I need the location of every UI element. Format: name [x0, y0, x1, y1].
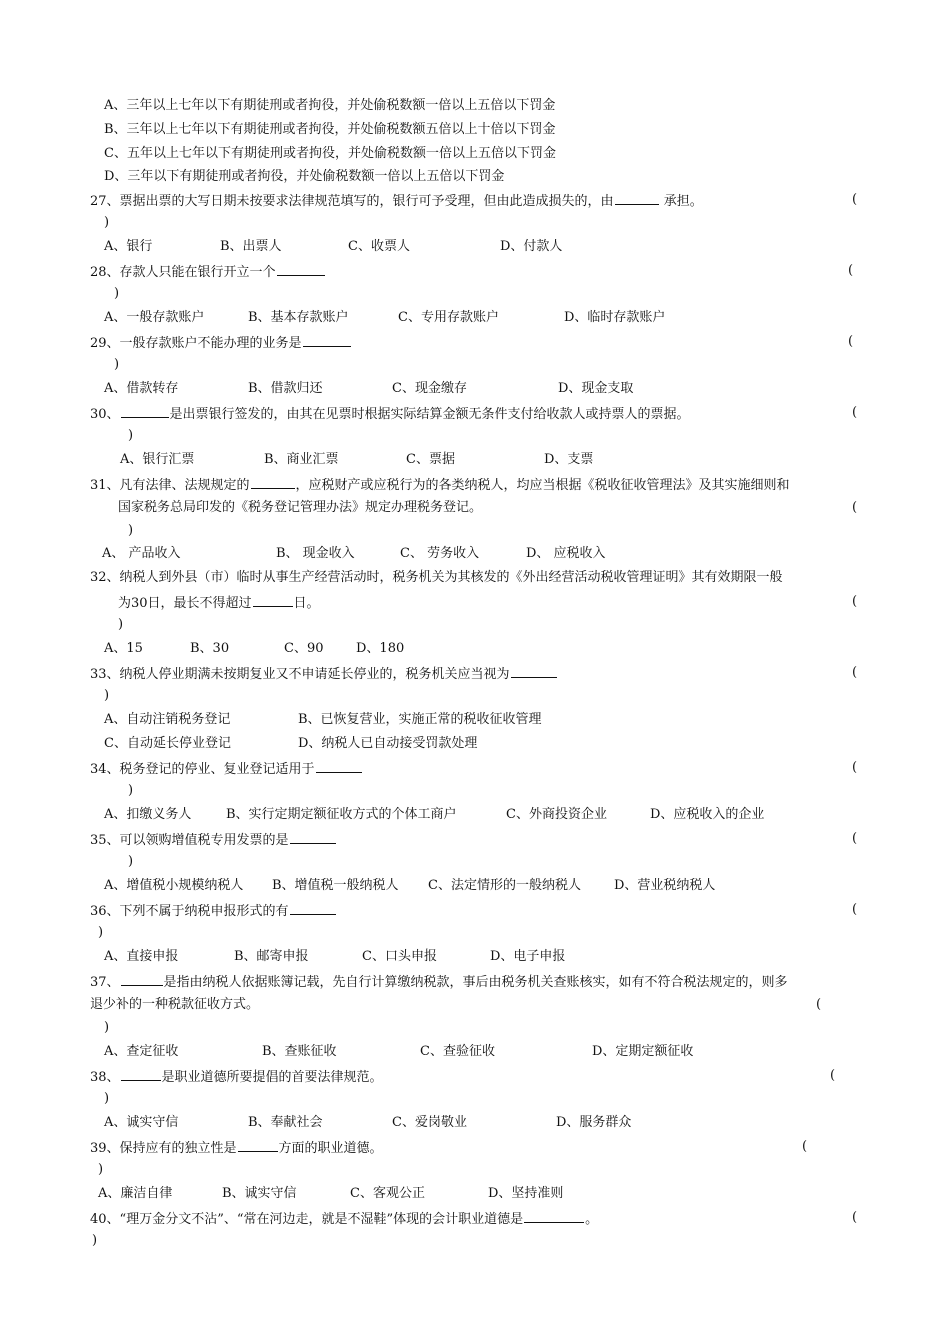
- q27-bracket-close: ): [104, 215, 110, 230]
- q37-bracket-open: (: [816, 997, 822, 1012]
- q29-bracket-open: (: [848, 334, 854, 349]
- q39-option-d: D、坚持准则: [488, 1186, 564, 1201]
- q39-stem: [90, 1139, 383, 1157]
- q30-bracket-open: (: [852, 405, 858, 420]
- q26-option-b: B、三年以上七年以下有期徒刑或者拘役，并处偷税数额五倍以上十倍以下罚金: [104, 122, 556, 137]
- q29-blank: [303, 334, 351, 347]
- q40-blank: [524, 1210, 584, 1223]
- q33-option-d: D、纳税人已自动接受罚款处理: [298, 736, 478, 751]
- q39-stem-text: 39、保持应有的独立性是: [90, 1141, 237, 1156]
- q29-stem-text: 29、一般存款账户不能办理的业务是: [90, 336, 302, 351]
- q35-stem: [90, 831, 337, 849]
- q27-option-d: D、付款人: [500, 239, 563, 254]
- q33-option-a: A、自动注销税务登记: [104, 712, 231, 727]
- q28-option-a: A、一般存款账户: [104, 310, 205, 325]
- q32-stem-text: 为30日，最长不得超过: [118, 596, 252, 611]
- q29-option-b: B、借款归还: [248, 381, 323, 396]
- q36-option-b: B、邮寄申报: [234, 949, 309, 964]
- q29-bracket-close: ): [114, 357, 120, 372]
- q34-option-d: D、应税收入的企业: [650, 807, 765, 822]
- q40-stem: [90, 1210, 598, 1228]
- q32-stem-line2: [118, 594, 320, 612]
- q32-option-c: C、90: [284, 641, 324, 656]
- q30-option-b: B、商业汇票: [264, 452, 339, 467]
- q36-option-d: D、电子申报: [490, 949, 566, 964]
- q34-bracket-open: (: [852, 760, 858, 775]
- q26-option-c: C、五年以上七年以下有期徒刑或者拘役，并处偷税数额一倍以上五倍以下罚金: [104, 146, 556, 161]
- q27-option-a: A、银行: [104, 239, 153, 254]
- q39-bracket-close: ): [98, 1162, 104, 1177]
- q36-bracket-close: ): [98, 925, 104, 940]
- q40-stem-text: 40、“理万金分文不沾”、“常在河边走，就是不湿鞋”体现的会计职业道德是: [90, 1212, 524, 1227]
- q33-stem: [90, 665, 558, 683]
- q33-option-c: C、自动延长停业登记: [104, 736, 231, 751]
- q31-bracket-open: (: [852, 500, 858, 515]
- q32-bracket-open: (: [852, 594, 858, 609]
- q28-option-c: C、专用存款账户: [398, 310, 499, 325]
- q32-option-a: A、15: [104, 641, 143, 656]
- q39-option-c: C、客观公正: [350, 1186, 425, 1201]
- q37-blank: [121, 973, 163, 986]
- q32-stem-tail: 日。: [293, 596, 320, 611]
- q35-bracket-open: (: [852, 831, 858, 846]
- q36-blank: [290, 902, 336, 915]
- q30-blank: [121, 405, 169, 418]
- q36-stem: [90, 902, 337, 920]
- q28-bracket-open: (: [848, 263, 854, 278]
- q33-bracket-close: ): [104, 688, 110, 703]
- q34-bracket-close: ): [128, 783, 134, 798]
- q37-option-d: D、定期定额征收: [592, 1044, 694, 1059]
- q34-stem: [90, 760, 363, 778]
- q31-option-b: B、 现金收入: [276, 546, 355, 561]
- q35-option-d: D、营业税纳税人: [614, 878, 716, 893]
- q32-stem-line1: 32、纳税人到外县（市）临时从事生产经营活动时，税务机关为其核发的《外出经营活动税收管理证明》其有效期限一般: [90, 570, 783, 585]
- q31-option-d: D、 应税收入: [526, 546, 606, 561]
- q30-number: 30、: [90, 407, 120, 422]
- q34-blank: [316, 760, 362, 773]
- q38-blank: [121, 1068, 161, 1081]
- q37-stem-text: 是指由纳税人依据账簿记载，先自行计算缴纳税款，事后由税务机关查账核实，如有不符合税法规定的，则多: [163, 975, 788, 990]
- q38-option-c: C、爱岗敬业: [392, 1115, 467, 1130]
- q38-bracket-close: ): [104, 1091, 110, 1106]
- q28-stem-text: 28、存款人只能在银行开立一个: [90, 265, 276, 280]
- q27-option-b: B、出票人: [220, 239, 282, 254]
- q28-blank: [277, 263, 325, 276]
- q31-stem-line2: 国家税务总局印发的《税务登记管理办法》规定办理税务登记。: [118, 500, 483, 515]
- q33-blank: [511, 665, 557, 678]
- q30-option-c: C、票据: [406, 452, 455, 467]
- q39-blank: [238, 1139, 278, 1152]
- q37-stem-line1: [90, 973, 788, 991]
- q28-option-d: D、临时存款账户: [564, 310, 666, 325]
- q29-option-a: A、借款转存: [104, 381, 179, 396]
- q32-option-d: D、180: [356, 641, 405, 656]
- q29-option-c: C、现金缴存: [392, 381, 467, 396]
- q33-stem-text: 33、纳税人停业期满未按期复业又不申请延长停业的，税务机关应当视为: [90, 667, 510, 682]
- q39-bracket-open: (: [802, 1139, 808, 1154]
- q38-stem: [90, 1068, 383, 1086]
- q32-option-b: B、30: [190, 641, 230, 656]
- q30-option-d: D、支票: [544, 452, 594, 467]
- q26-option-d: D、三年以下有期徒刑或者拘役，并处偷税数额一倍以上五倍以下罚金: [104, 169, 505, 184]
- q37-option-b: B、查账征收: [262, 1044, 337, 1059]
- q31-option-c: C、 劳务收入: [400, 546, 480, 561]
- q38-option-b: B、奉献社会: [248, 1115, 323, 1130]
- q31-bracket-close: ): [128, 523, 134, 538]
- q37-number: 37、: [90, 975, 120, 990]
- q28-stem: [90, 263, 326, 281]
- q36-bracket-open: (: [852, 902, 858, 917]
- q38-number: 38、: [90, 1070, 120, 1085]
- q31-stem-tail: ，应税财产或应税行为的各类纳税人，均应当根据《税收征收管理法》及其实施细则和: [295, 478, 790, 493]
- q37-stem-line2: 退少补的一种税款征收方式。: [90, 997, 260, 1012]
- q35-stem-text: 35、可以领购增值税专用发票的是: [90, 833, 289, 848]
- q35-bracket-close: ): [128, 854, 134, 869]
- q35-option-b: B、增值税一般纳税人: [272, 878, 399, 893]
- q27-blank: [615, 192, 659, 205]
- q32-bracket-close: ): [118, 617, 124, 632]
- q27-option-c: C、收票人: [348, 239, 410, 254]
- q31-stem-text: 31、凡有法律、法规规定的: [90, 478, 250, 493]
- q26-option-a: A、三年以上七年以下有期徒刑或者拘役，并处偷税数额一倍以上五倍以下罚金: [104, 98, 556, 113]
- q30-bracket-close: ): [128, 428, 134, 443]
- q35-option-c: C、法定情形的一般纳税人: [428, 878, 581, 893]
- q31-blank: [251, 476, 295, 489]
- q31-option-a: A、 产品收入: [102, 546, 181, 561]
- q27-stem-text: 27、票据出票的大写日期未按要求法律规范填写的，银行可予受理，但由此造成损失的，由: [90, 194, 614, 209]
- q34-option-a: A、扣缴义务人: [104, 807, 192, 822]
- q39-stem-tail: 方面的职业道德。: [278, 1141, 383, 1156]
- q29-stem: [90, 334, 352, 352]
- q27-stem: [90, 192, 703, 210]
- q34-option-b: B、实行定期定额征收方式的个体工商户: [226, 807, 457, 822]
- q40-bracket-open: (: [852, 1210, 858, 1225]
- q36-option-c: C、口头申报: [362, 949, 437, 964]
- q40-bracket-close: ): [92, 1233, 98, 1248]
- q34-stem-text: 34、税务登记的停业、复业登记适用于: [90, 762, 315, 777]
- q28-option-b: B、基本存款账户: [248, 310, 349, 325]
- q32-blank: [253, 594, 293, 607]
- q30-stem-text: 是出票银行签发的，由其在见票时根据实际结算金额无条件支付给收款人或持票人的票据。: [169, 407, 690, 422]
- q37-option-c: C、查验征收: [420, 1044, 495, 1059]
- q39-option-a: A、廉洁自律: [98, 1186, 173, 1201]
- q30-option-a: A、银行汇票: [120, 452, 195, 467]
- q35-option-a: A、增值税小规模纳税人: [104, 878, 244, 893]
- q38-option-d: D、服务群众: [556, 1115, 632, 1130]
- q35-blank: [290, 831, 336, 844]
- q36-option-a: A、直接申报: [104, 949, 179, 964]
- q37-option-a: A、查定征收: [104, 1044, 179, 1059]
- q38-stem-text: 是职业道德所要提倡的首要法律规范。: [161, 1070, 383, 1085]
- q37-bracket-close: ): [104, 1020, 110, 1035]
- q36-stem-text: 36、下列不属于纳税申报形式的有: [90, 904, 289, 919]
- q27-stem-tail: 承担。: [663, 194, 703, 209]
- q40-stem-tail: 。: [585, 1212, 599, 1227]
- q31-stem-line1: [90, 476, 790, 494]
- q38-bracket-open: (: [830, 1068, 836, 1083]
- q30-stem: [90, 405, 690, 423]
- q27-bracket-open: (: [852, 192, 858, 207]
- q39-option-b: B、诚实守信: [222, 1186, 297, 1201]
- q34-option-c: C、外商投资企业: [506, 807, 607, 822]
- q33-option-b: B、已恢复营业，实施正常的税收征收管理: [298, 712, 542, 727]
- q28-bracket-close: ): [114, 286, 120, 301]
- q38-option-a: A、诚实守信: [104, 1115, 179, 1130]
- q33-bracket-open: (: [852, 665, 858, 680]
- q29-option-d: D、现金支取: [558, 381, 634, 396]
